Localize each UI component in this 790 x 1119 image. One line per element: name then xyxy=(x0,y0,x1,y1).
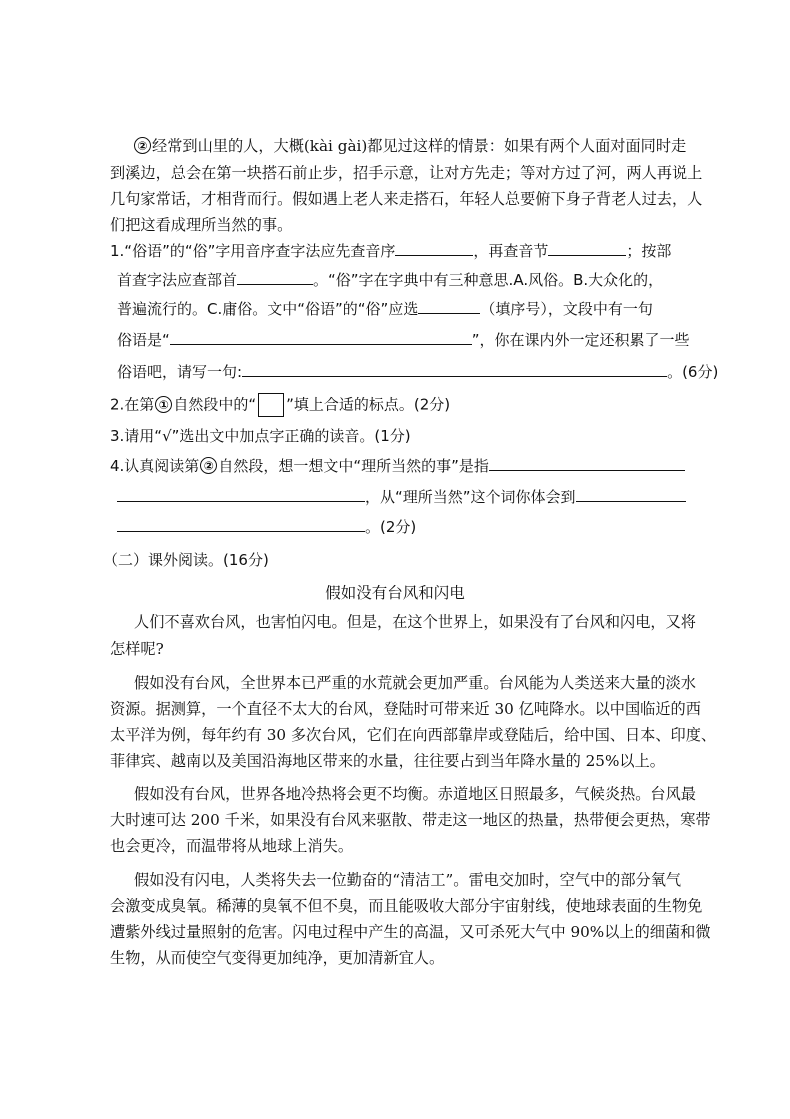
section-2-heading: （二）课外阅读。(16分) xyxy=(103,551,269,569)
article-line: 假如没有台风，全世界本已严重的水荒就会更加严重。台风能为人类送来大量的淡水 xyxy=(134,674,696,692)
question-3: 3.请用“√”选出文中加点字正确的读音。(1分) xyxy=(110,427,411,445)
answer-blank-yinjie[interactable] xyxy=(548,241,626,256)
article-line: 人们不喜欢台风，也害怕闪电。但是，在这个世界上，如果没有了台风和闪电，又将 xyxy=(134,613,696,631)
article-line: 怎样呢? xyxy=(110,640,164,658)
article-line: 遭紫外线过量照射的危害。闪电过程中产生的高温，又可杀死大气中 90%以上的细菌和微 xyxy=(110,923,711,941)
question-1-line3: 普遍流行的。C.庸俗。文中“俗语”的“俗”应选 （填序号），文段中有一句 xyxy=(117,300,653,318)
question-4-line1: 4.认真阅读第 ② 自然段，想一想文中“理所当然的事”是指 xyxy=(110,456,685,476)
article-line: 假如没有台风，世界各地冷热将会更不均衡。赤道地区日照最多，气候炎热。台风最 xyxy=(134,785,696,803)
question-4-line3: 。(2分) xyxy=(117,517,416,537)
answer-blank-meaning-2[interactable] xyxy=(117,487,365,502)
question-1-line1: 1.“俗语”的“俗”字用音序查字法应先查音序 ，再查音节 ；按部 xyxy=(110,242,672,260)
article-title: 假如没有台风和闪电 xyxy=(325,584,465,602)
question-1-line5: 俗语吧，请写一句: 。(6分) xyxy=(117,363,719,381)
question-1-line4: 俗语是“ ”，你在课内外一定还积累了一些 xyxy=(117,331,690,349)
article-line: 会激变成臭氧。稀薄的臭氧不但不臭，而且能吸收大部分宇宙射线，使地球表面的生物免 xyxy=(110,897,703,915)
paragraph-number-1: ① xyxy=(155,396,172,413)
answer-blank-option[interactable] xyxy=(418,299,480,314)
question-2: 2.在第 ① 自然段中的“ ”填上合适的标点。(2分) xyxy=(110,393,450,417)
question-4-line2: ，从“理所当然”这个词你体会到 xyxy=(117,487,686,507)
article-line: 太平洋为例，每年约有 30 多次台风，它们在向西部靠岸或登陆后，给中国、日本、印度、 xyxy=(110,726,717,744)
passage-p2-line2: 到溪边，总会在第一块搭石前止步，招手示意，让对方先走；等对方过了河，两人再说上 xyxy=(110,164,703,182)
article-line: 假如没有闪电，人类将失去一位勤奋的“清洁工”。雷电交加时，空气中的部分氧气 xyxy=(134,871,682,889)
article-line: 资源。据测算，一个直径不太大的台风，登陆时可带来近 30 亿吨降水。以中国临近的西 xyxy=(110,700,701,718)
passage-p2-line4: 们把这看成理所当然的事。 xyxy=(110,216,293,234)
passage-p2-line3: 几句家常话，才相背而行。假如遇上老人来走搭石，年轻人总要俯下身子背老人过去，人 xyxy=(110,190,703,208)
passage-p2-line1: ② 经常到山里的人，大概(kài gài)都见过这样的情景：如果有两个人面对面同时走 xyxy=(133,136,686,156)
article-line: 菲律宾、越南以及美国沿海地区带来的水量，往往要占到当年降水量的 25%以上。 xyxy=(110,752,665,770)
paragraph-number-2-ref: ② xyxy=(200,457,217,474)
answer-blank-bushou[interactable] xyxy=(237,270,313,285)
article-line: 也会更冷，而温带将从地球上消失。 xyxy=(110,837,353,855)
answer-blank-meaning-1[interactable] xyxy=(489,456,685,471)
article-line: 生物，从而使空气变得更加纯净，更加清新宜人。 xyxy=(110,949,445,967)
answer-blank-suyu-write[interactable] xyxy=(242,362,667,377)
article-line: 大时速可达 200 千米，如果没有台风来驱散、带走这一地区的热量，热带便会更热，寒带 xyxy=(110,811,711,829)
answer-blank-feeling-1[interactable] xyxy=(576,487,686,502)
punctuation-answer-box[interactable] xyxy=(258,393,284,417)
question-1-line2: 首查字法应查部首 。“俗”字在字典中有三种意思.A.风俗。B.大众化的， xyxy=(117,271,664,289)
paragraph-number-2: ② xyxy=(134,137,151,154)
answer-blank-suyu-in-text[interactable] xyxy=(170,330,472,345)
answer-blank-feeling-2[interactable] xyxy=(117,517,365,532)
answer-blank-yinxu[interactable] xyxy=(395,241,473,256)
